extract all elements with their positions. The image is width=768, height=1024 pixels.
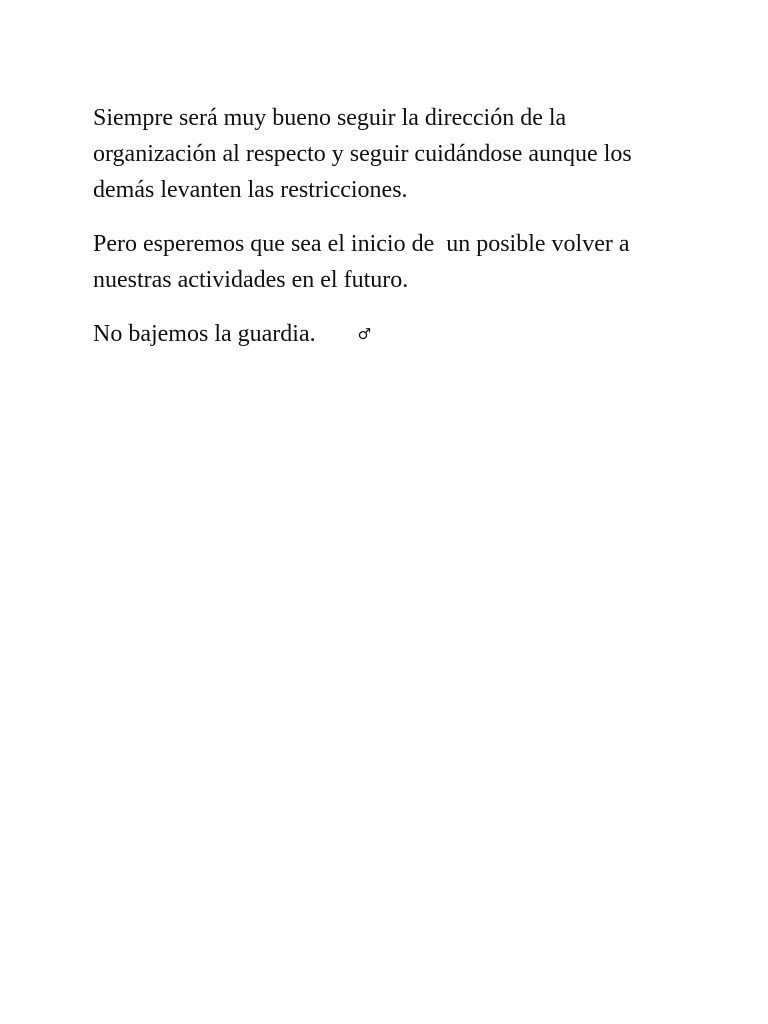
male-sign-icon: ♂ <box>357 325 372 343</box>
paragraph-3 <box>93 316 693 352</box>
paragraph-1: Siempre será muy bueno seguir la dirección de la organización al respecto y seguir cuidándose aunque los demás levanten las restricciones. <box>93 105 638 203</box>
paragraph-2: Pero esperemos que sea el inicio de un posible volver a nuestras actividades en el futuro. <box>93 231 636 293</box>
paragraph-3-text: No bajemos la guardia. <box>93 321 316 347</box>
document-body <box>93 100 693 370</box>
